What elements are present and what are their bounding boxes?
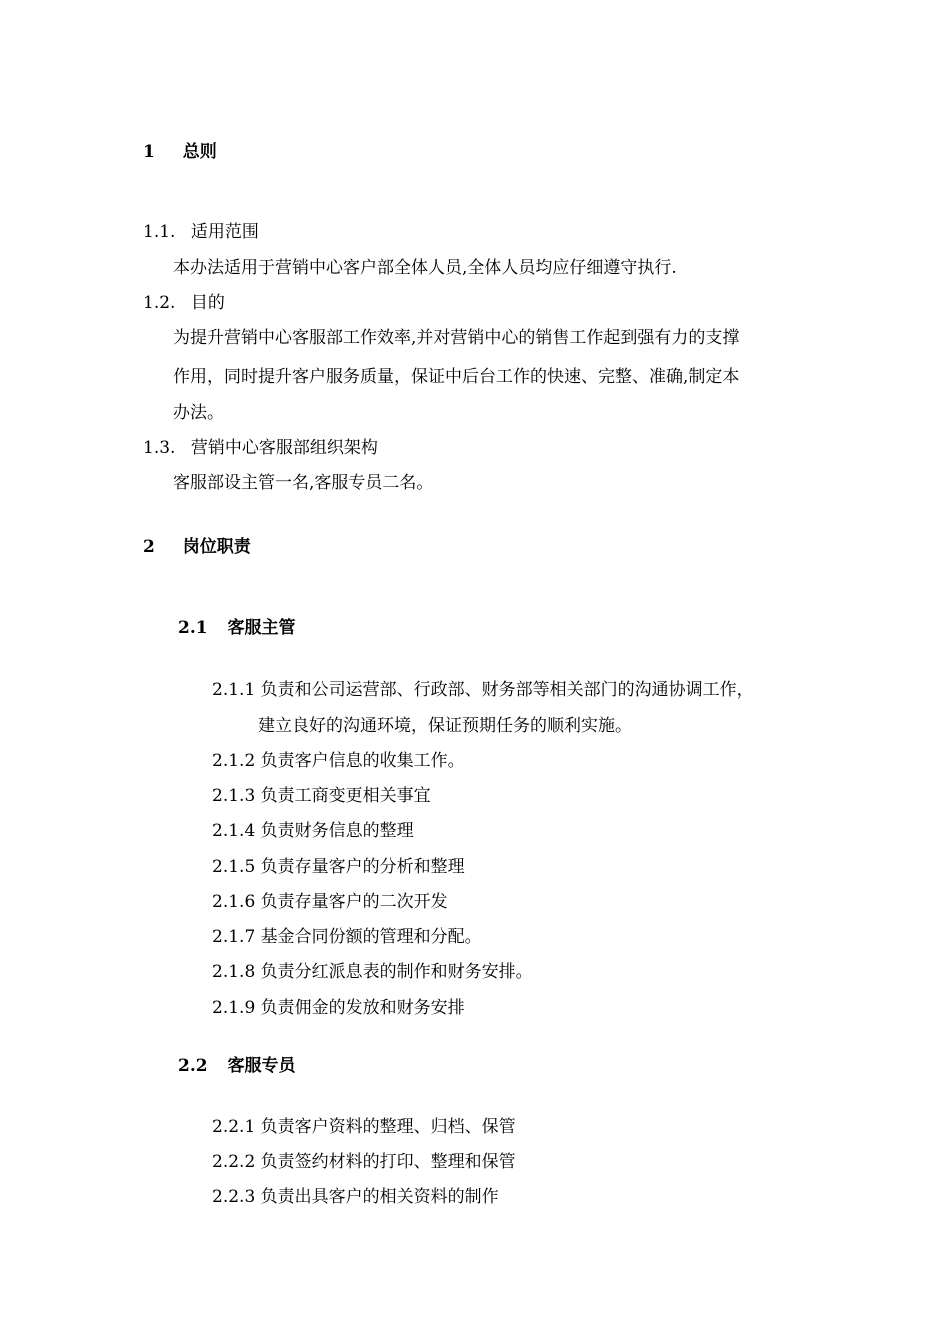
item-number: 2.2.3 — [212, 1187, 256, 1207]
item-text: 负责存量客户的分析和整理 — [260, 857, 465, 877]
clause-heading — [143, 292, 225, 314]
clause-heading — [143, 437, 378, 459]
subsection-heading — [178, 617, 296, 639]
list-item — [212, 820, 414, 842]
clause-body: 作用，同时提升客户服务质量，保证中后台工作的快速、完整、准确,制定本 — [173, 367, 740, 387]
clause-body: 为提升营销中心客服部工作效率,并对营销中心的销售工作起到强有力的支撑 — [173, 328, 740, 348]
item-continuation: 建立良好的沟通环境，保证预期任务的顺利实施。 — [258, 716, 632, 736]
clause-number: 1.2. — [143, 293, 176, 313]
item-text: 负责客户信息的收集工作。 — [260, 751, 465, 771]
clause-body: 客服部设主管一名,客服专员二名。 — [173, 473, 434, 493]
section-heading — [143, 141, 217, 163]
clause-title: 适用范围 — [190, 222, 259, 242]
clause-number: 1.3. — [143, 438, 176, 458]
item-number: 2.1.9 — [212, 998, 256, 1018]
item-text: 负责出具客户的相关资料的制作 — [260, 1187, 499, 1207]
subsection-heading — [178, 1055, 296, 1077]
item-number: 2.1.7 — [212, 927, 256, 947]
clause-number: 1.1. — [143, 222, 176, 242]
item-text: 负责财务信息的整理 — [260, 821, 414, 841]
clause-heading — [143, 221, 259, 243]
item-text: 负责分红派息表的制作和财务安排。 — [260, 962, 533, 982]
list-item — [212, 679, 754, 701]
list-item — [212, 1186, 499, 1208]
clause-title: 营销中心客服部组织架构 — [190, 438, 378, 458]
section-title: 岗位职责 — [182, 537, 251, 557]
section-heading — [143, 536, 251, 558]
list-item — [212, 1151, 516, 1173]
subsection-number: 2.2 — [178, 1056, 208, 1076]
item-number: 2.1.8 — [212, 962, 256, 982]
item-text: 负责佣金的发放和财务安排 — [260, 998, 465, 1018]
item-number: 2.2.1 — [212, 1117, 256, 1137]
item-number: 2.2.2 — [212, 1152, 256, 1172]
list-item — [212, 856, 465, 878]
item-text: 基金合同份额的管理和分配。 — [260, 927, 482, 947]
section-title: 总则 — [182, 142, 217, 162]
item-text: 负责签约材料的打印、整理和保管 — [260, 1152, 516, 1172]
item-number: 2.1.3 — [212, 786, 256, 806]
item-number: 2.1.5 — [212, 857, 256, 877]
list-item — [212, 1116, 516, 1138]
item-number: 2.1.6 — [212, 892, 256, 912]
item-number: 2.1.1 — [212, 680, 256, 700]
subsection-title: 客服主管 — [227, 618, 296, 638]
list-item — [212, 750, 465, 772]
list-item — [212, 997, 465, 1019]
clause-body: 本办法适用于营销中心客户部全体人员,全体人员均应仔细遵守执行. — [173, 258, 677, 278]
section-number: 1 — [143, 142, 155, 162]
list-item — [212, 961, 533, 983]
section-number: 2 — [143, 537, 155, 557]
clause-title: 目的 — [190, 293, 225, 313]
item-number: 2.1.4 — [212, 821, 256, 841]
item-text: 负责工商变更相关事宜 — [260, 786, 431, 806]
list-item — [212, 785, 431, 807]
subsection-number: 2.1 — [178, 618, 208, 638]
item-text: 负责和公司运营部、行政部、财务部等相关部门的沟通协调工作， — [260, 680, 754, 700]
item-text: 负责存量客户的二次开发 — [260, 892, 448, 912]
list-item — [212, 891, 448, 913]
clause-body: 办法。 — [173, 403, 224, 423]
item-text: 负责客户资料的整理、归档、保管 — [260, 1117, 516, 1137]
item-number: 2.1.2 — [212, 751, 256, 771]
subsection-title: 客服专员 — [227, 1056, 296, 1076]
list-item — [212, 926, 482, 948]
